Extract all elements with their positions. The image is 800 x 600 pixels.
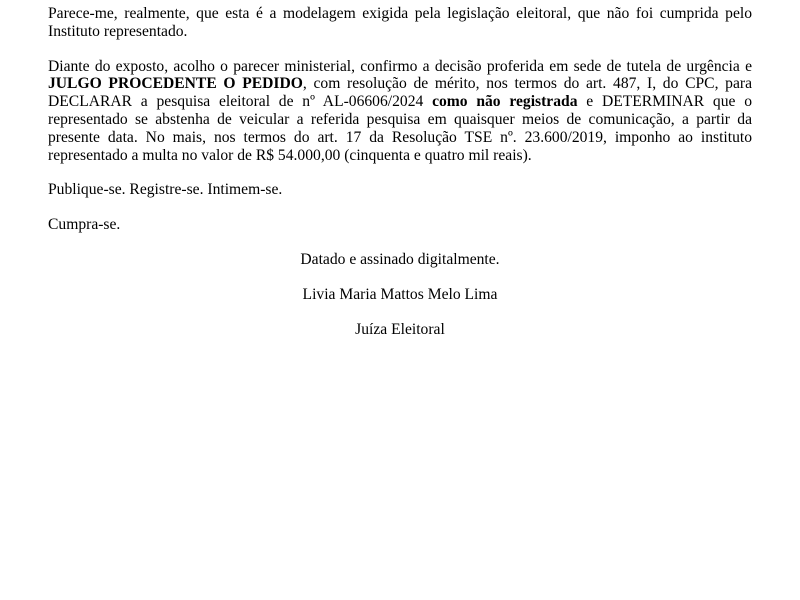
decision-verdict: JULGO PROCEDENTE O PEDIDO: [48, 75, 303, 93]
signer-name: Livia Maria Mattos Melo Lima: [302, 285, 498, 303]
decision-text-a: Diante do exposto, acolho o parecer ministerial, confirmo a decisão proferida em sede de tutela de urgência e: [48, 57, 752, 75]
signature-note: Datado e assinado digitalmente.: [300, 250, 500, 268]
decision-status: como não registrada: [432, 93, 578, 111]
signer-title: Juíza Eleitoral: [355, 320, 445, 338]
paragraph-decision: [48, 58, 752, 165]
paragraph-legislation: Parece-me, realmente, que esta é a modelagem exigida pela legislação eleitoral, que não foi cumprida pelo Instituto representado.: [48, 5, 752, 40]
decision-text-b: , com resolução de mérito, nos termos do art. 487, I, do CPC, para DECLARAR a pesquisa eleitoral de nº AL-06606/2024: [48, 75, 752, 111]
document-page: [48, 0, 752, 338]
decision-text-c: e DETERMINAR que o representado se abstenha de veicular a referida pesquisa em quaisquer meios de comunicação, a partir da presente data. No mais, nos termos do art. 17 da Resolução TSE nº. 23.600/2019, imponho ao instituto representado a multa no valor de R$ 54.000,00 (cinquenta e quatro mil reais).: [48, 93, 752, 164]
paragraph-comply: Cumpra-se.: [48, 216, 121, 234]
paragraph-publish: Publique-se. Registre-se. Intimem-se.: [48, 181, 283, 199]
